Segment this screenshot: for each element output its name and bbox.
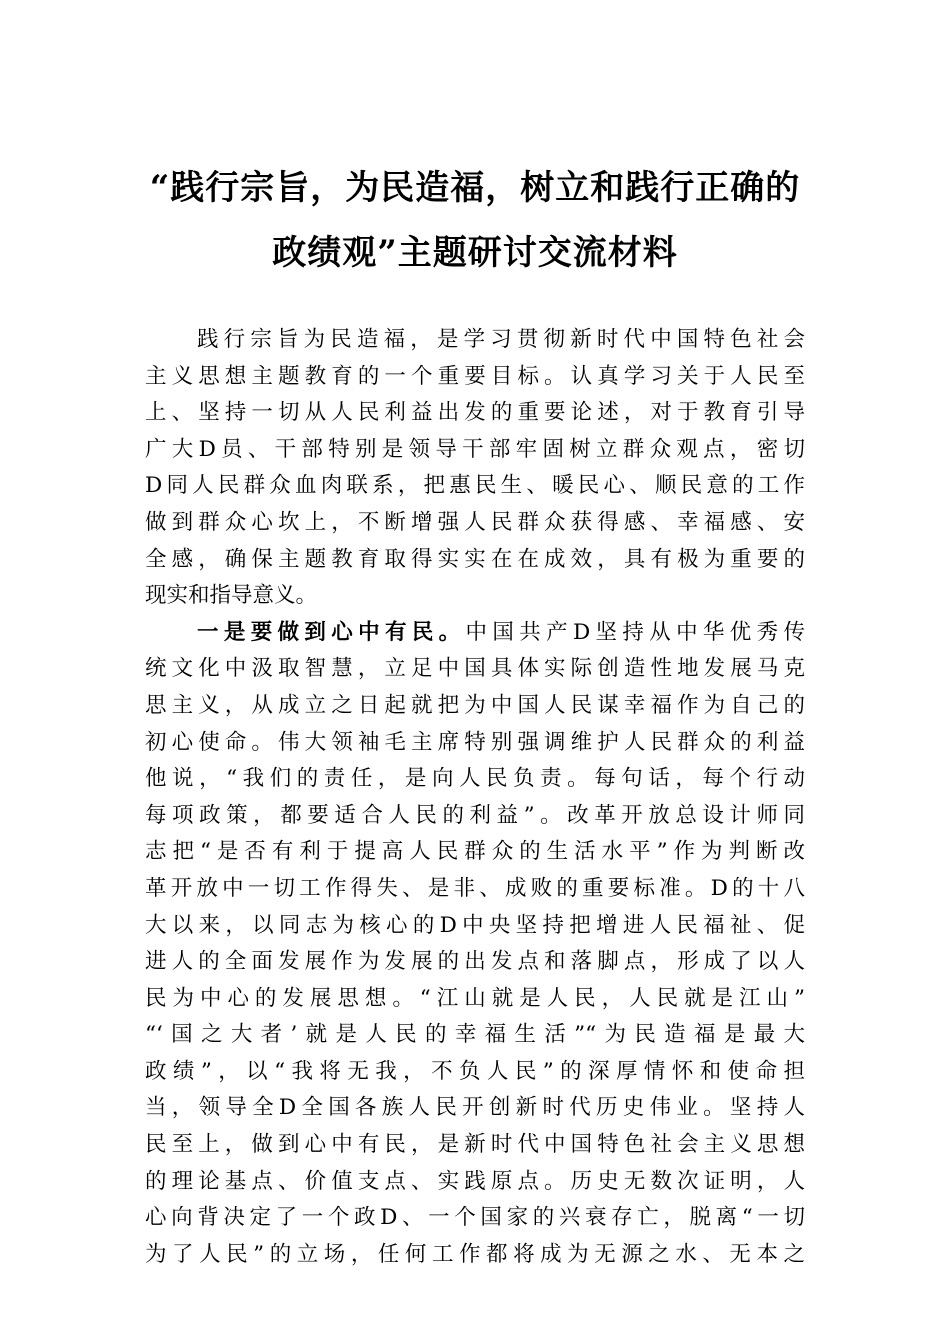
paragraph-2-line: 大以来，以同志为核心的D中央坚持把增进人民福祉、促 — [145, 912, 805, 938]
paragraph-2-first-line — [145, 615, 805, 652]
document-title-line-2: 政绩观”主题研讨交流材料 — [272, 233, 678, 273]
paragraph-2-line: 他说，“我们的责任，是向人民负责。每句话，每个行动 — [145, 766, 805, 792]
paragraph-2-line: 每项政策，都要适合人民的利益”。改革开放总设计师同 — [145, 802, 805, 828]
paragraph-1-line: 广大D员、干部特别是领导干部牢固树立群众观点，密切 — [145, 436, 805, 462]
paragraph-1-line: 主义思想主题教育的一个重要目标。认真学习关于人民至 — [145, 363, 805, 389]
paragraph-2-line: 心向背决定了一个政D、一个国家的兴衰存亡，脱离“一切 — [145, 1205, 805, 1231]
paragraph-1-line: D同人民群众血肉联系，把惠民生、暖民心、顺民意的工作 — [145, 473, 805, 499]
paragraph-2-line: “‘国之大者’就是人民的幸福生活”“为民造福是最大 — [145, 1022, 805, 1048]
paragraph-1-line: 上、坚持一切从人民利益出发的重要论述，对于教育引导 — [145, 400, 805, 426]
paragraph-2-line: 革开放中一切工作得失、是非、成败的重要标准。D的十八 — [145, 875, 805, 901]
paragraph-2-line: 思主义，从成立之日起就把为中国人民谋幸福作为自己的 — [145, 692, 805, 718]
paragraph-2-line: 民为中心的发展思想。“江山就是人民，人民就是江山” — [145, 985, 805, 1011]
document-title-line-1: “践行宗旨，为民造福，树立和践行正确的 — [149, 168, 801, 208]
paragraph-2-line: 民至上，做到心中有民，是新时代中国特色社会主义思想 — [145, 1132, 805, 1158]
paragraph-2-line: 政绩”，以“我将无我，不负人民”的深厚情怀和使命担 — [145, 1058, 805, 1084]
paragraph-2-heading: 一是要做到心中有民。 — [197, 619, 466, 645]
paragraph-2-line: 志把“是否有利于提高人民群众的生活水平”作为判断改 — [145, 839, 805, 865]
paragraph-2-line: 初心使命。伟大领袖毛主席特别强调维护人民群众的利益 — [145, 729, 805, 755]
paragraph-1-line: 做到群众心坎上，不断增强人民群众获得感、幸福感、安 — [145, 509, 805, 535]
paragraph-2-line: 统文化中汲取智慧，立足中国具体实际创造性地发展马克 — [145, 656, 805, 682]
paragraph-1-line: 全感，确保主题教育取得实实在在成效，具有极为重要的 — [145, 546, 805, 572]
paragraph-2-line: 为了人民”的立场，任何工作都将成为无源之水、无本之 — [145, 1241, 805, 1267]
paragraph-1-line: 现实和指导意义。 — [145, 583, 318, 609]
paragraph-2-line: 的理论基点、价值支点、实践原点。历史无数次证明，人 — [145, 1168, 805, 1194]
paragraph-1-line: 践行宗旨为民造福，是学习贯彻新时代中国特色社会 — [197, 327, 805, 352]
paragraph-2-first-line-text: 中国共产D坚持从中华优秀传 — [465, 619, 805, 645]
document-body — [145, 322, 805, 1273]
paragraph-2-line: 进人的全面发展作为发展的出发点和落脚点，形成了以人 — [145, 949, 805, 975]
paragraph-2-line: 当，领导全D全国各族人民开创新时代历史伟业。坚持人 — [145, 1095, 805, 1121]
